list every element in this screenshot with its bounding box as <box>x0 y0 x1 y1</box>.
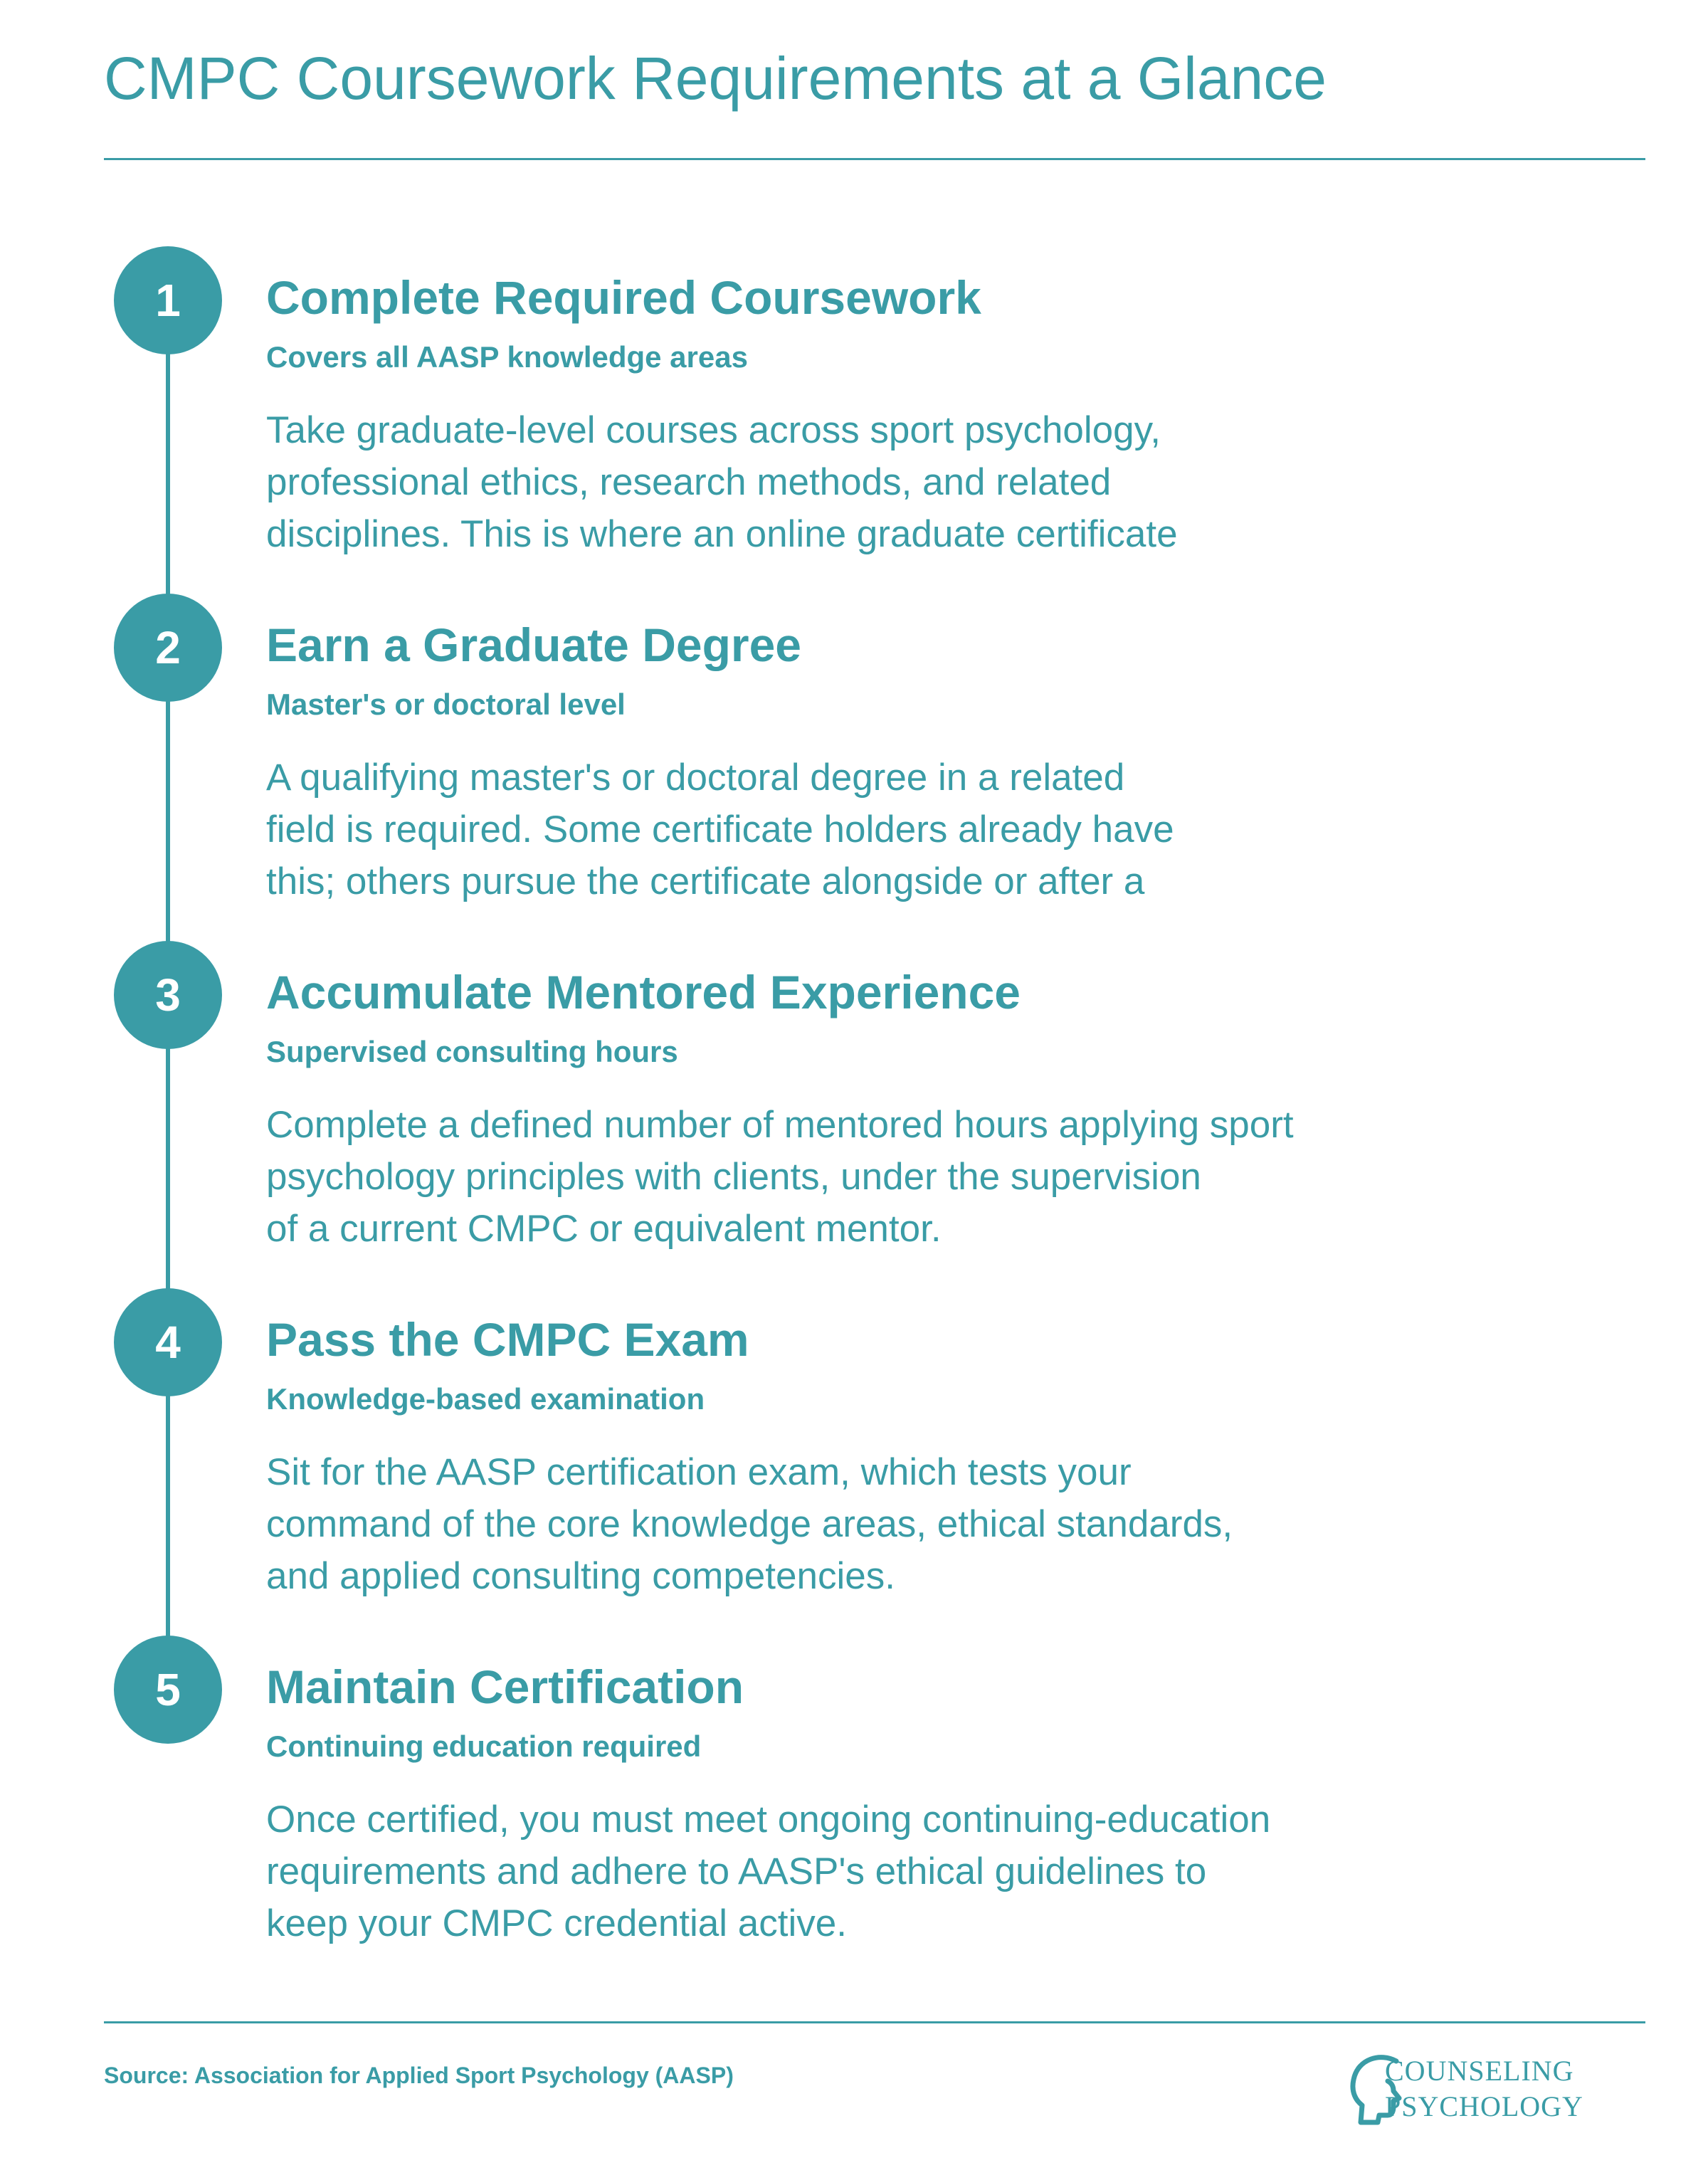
page-title: CMPC Coursework Requirements at a Glance <box>104 45 1327 112</box>
step-subtitle: Supervised consulting hours <box>266 1035 678 1068</box>
step-subtitle: Knowledge-based examination <box>266 1382 705 1416</box>
step-description-line: Complete a defined number of mentored hours applying sport <box>266 1104 1294 1146</box>
logo-text-line: COUNSELING <box>1385 2055 1574 2087</box>
step-number-badge: 4 <box>114 1288 222 1396</box>
footer-divider <box>104 2021 1645 2023</box>
step-description-line: keep your CMPC credential active. <box>266 1902 847 1944</box>
step-description-line: requirements and adhere to AASP's ethical guidelines to <box>266 1850 1207 1892</box>
step-description-line: A qualifying master's or doctoral degree in a related <box>266 757 1125 799</box>
step-description-line: disciplines. This is where an online graduate certificate <box>266 513 1178 555</box>
step-description <box>266 1446 1476 1602</box>
source-citation: Source: Association for Applied Sport Psychology (AASP) <box>104 2063 734 2088</box>
step-description-line: professional ethics, research methods, and related <box>266 461 1112 503</box>
step-title: Accumulate Mentored Experience <box>266 966 1021 1018</box>
step-title: Maintain Certification <box>266 1660 744 1713</box>
step-number-badge: 3 <box>114 941 222 1049</box>
step-subtitle: Master's or doctoral level <box>266 688 626 721</box>
step-title: Complete Required Coursework <box>266 271 981 324</box>
step-title: Earn a Graduate Degree <box>266 618 801 671</box>
step-description-line: command of the core knowledge areas, ethical standards, <box>266 1503 1233 1545</box>
step-description-line: Once certified, you must meet ongoing continuing-education <box>266 1799 1271 1841</box>
step-description <box>266 1099 1476 1255</box>
step-description-line: of a current CMPC or equivalent mentor. <box>266 1208 942 1250</box>
step-number-badge: 1 <box>114 246 222 354</box>
title-divider <box>104 158 1645 160</box>
step-description-line: field is required. Some certificate holders already have <box>266 809 1174 851</box>
logo-text-line: PSYCHOLOGY <box>1385 2090 1583 2122</box>
step-number-badge: 2 <box>114 594 222 702</box>
step-number-badge: 5 <box>114 1636 222 1744</box>
step-subtitle: Covers all AASP knowledge areas <box>266 340 748 374</box>
step-description-line: and applied consulting competencies. <box>266 1555 895 1597</box>
step-description-line: this; others pursue the certificate alongside or after a <box>266 860 1145 902</box>
step-description-line: Sit for the AASP certification exam, which tests your <box>266 1451 1132 1493</box>
step-description <box>266 1794 1476 1949</box>
counseling-psychology-logo <box>1346 2051 1617 2129</box>
step-subtitle: Continuing education required <box>266 1729 702 1763</box>
step-description-line: Take graduate-level courses across sport psychology, <box>266 409 1161 451</box>
step-description <box>266 404 1476 560</box>
step-description <box>266 752 1476 907</box>
step-title: Pass the CMPC Exam <box>266 1313 749 1366</box>
step-description-line: psychology principles with clients, under the supervision <box>266 1156 1201 1198</box>
